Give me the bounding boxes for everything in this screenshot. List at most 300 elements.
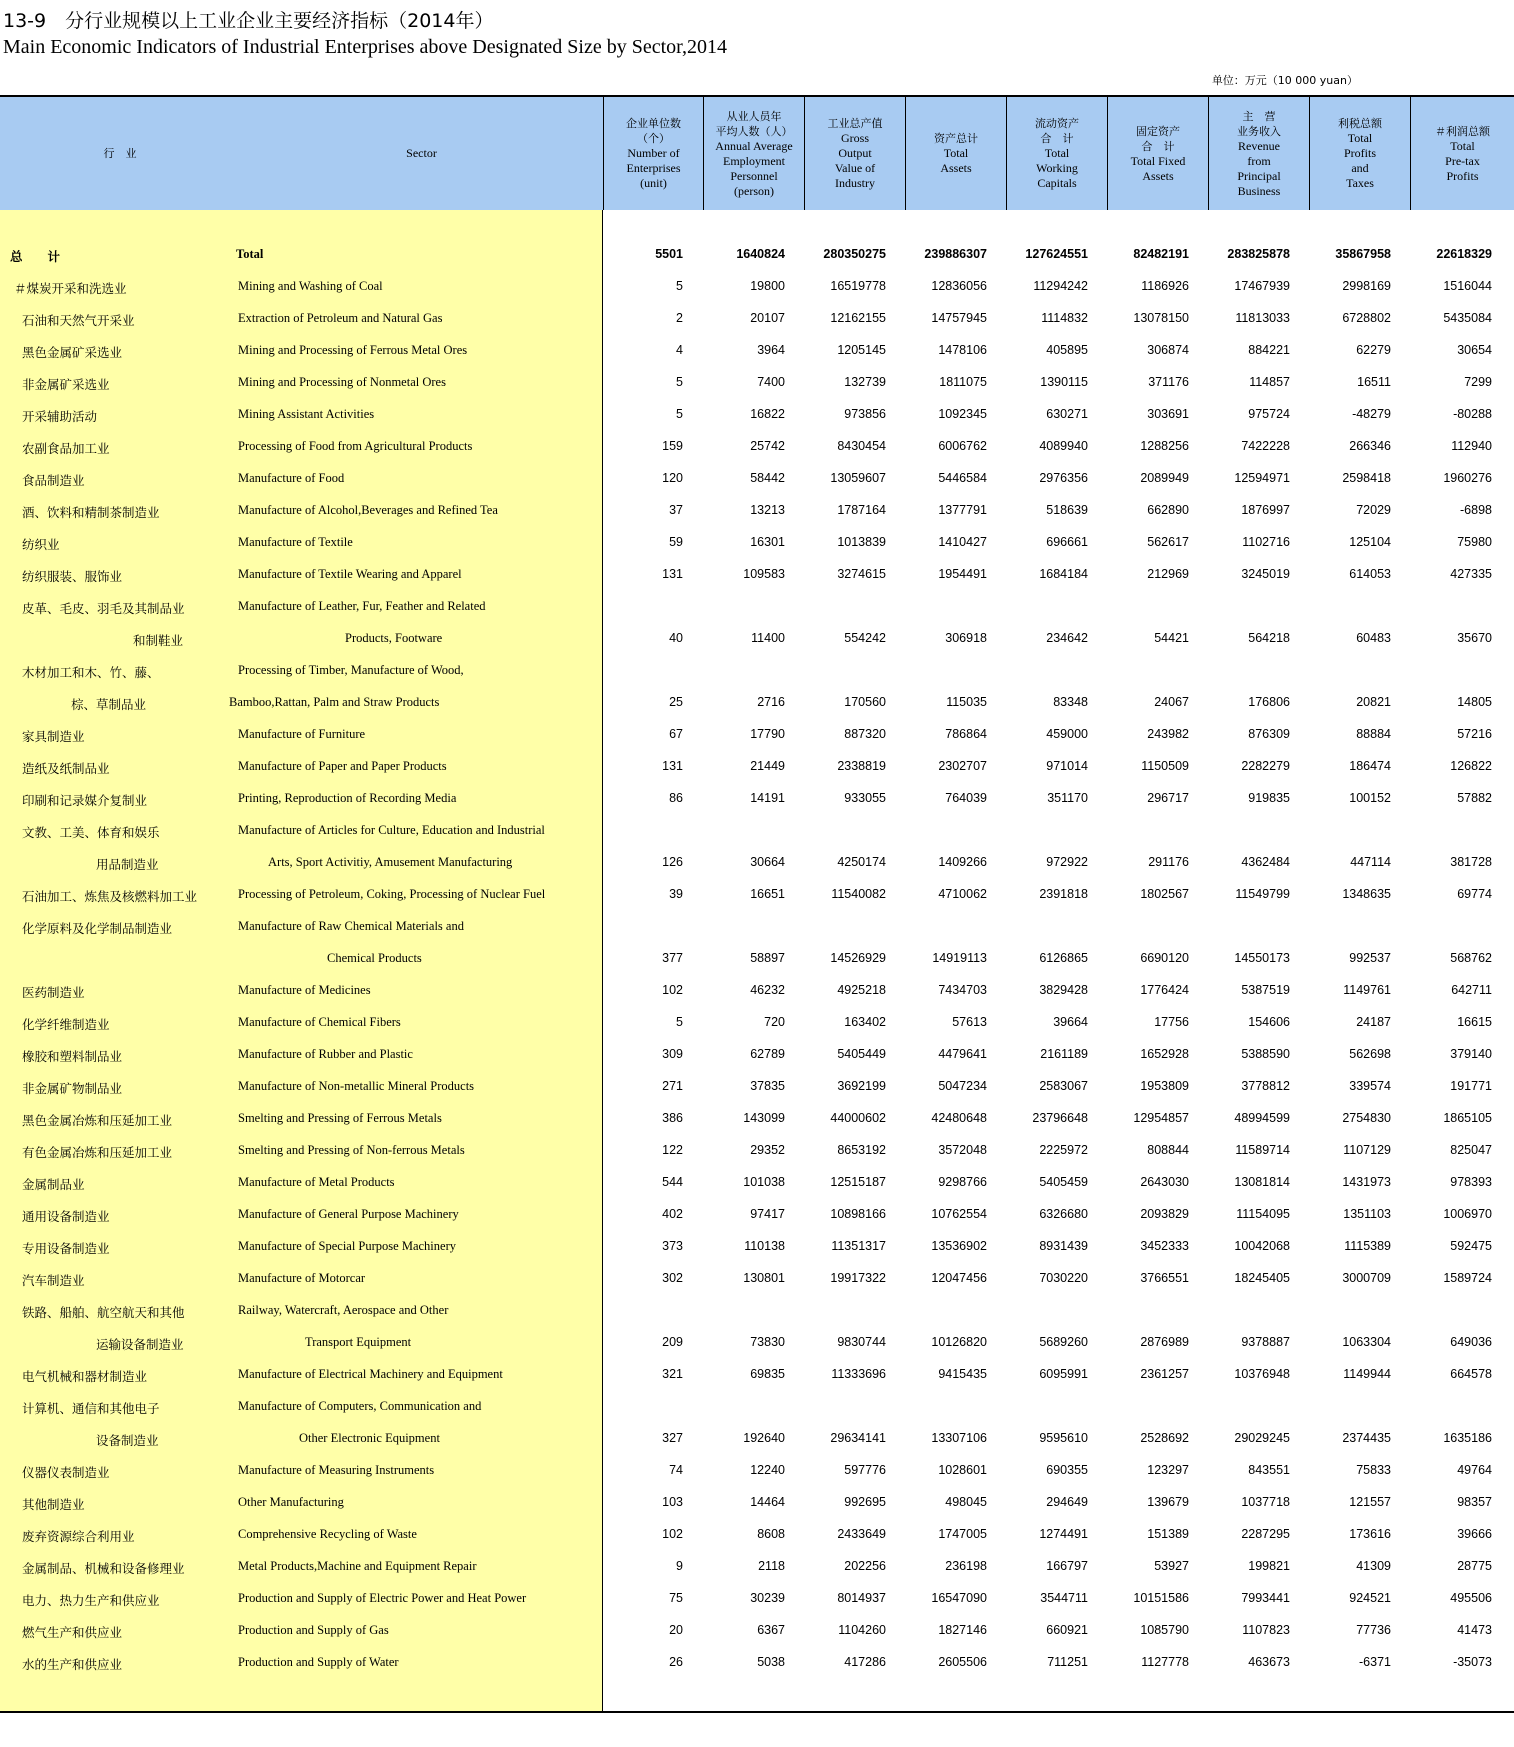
value-cell: 2598418 (1342, 471, 1391, 485)
sector-name-en: Manufacture of Articles for Culture, Education and Industrial (238, 823, 545, 837)
value-cell: 16615 (1457, 1015, 1492, 1029)
value-cell: 6728802 (1342, 311, 1391, 325)
value-cell: 21449 (750, 759, 785, 773)
value-cell: 126822 (1450, 759, 1492, 773)
value-cell: 992695 (844, 1495, 886, 1509)
value-cell: 22618329 (1436, 247, 1492, 261)
value-cell: 544 (662, 1175, 683, 1189)
value-cell: 309 (662, 1047, 683, 1061)
sector-name-cn: 化学原料及化学制品制造业 (22, 921, 173, 936)
value-cell: 25742 (750, 439, 785, 453)
column-header: 固定资产 合 计 Total Fixed Assets (1107, 97, 1208, 210)
value-cell: 19917322 (830, 1271, 886, 1285)
value-cell: 7030220 (1039, 1271, 1088, 1285)
table-row (0, 1327, 1514, 1359)
value-cell: 302 (662, 1271, 683, 1285)
value-cell: 339574 (1349, 1079, 1391, 1093)
value-cell: 1960276 (1443, 471, 1492, 485)
sector-name-en: Manufacture of Rubber and Plastic (238, 1047, 413, 1061)
value-cell: 54421 (1154, 631, 1189, 645)
value-cell: 296717 (1147, 791, 1189, 805)
value-cell: 3964 (757, 343, 785, 357)
value-cell: 884221 (1248, 343, 1290, 357)
value-cell: 9415435 (938, 1367, 987, 1381)
sector-name-cn: 橡胶和塑料制品业 (22, 1049, 123, 1064)
value-cell: 17790 (750, 727, 785, 741)
value-cell: 554242 (844, 631, 886, 645)
data-table (0, 95, 1514, 1713)
sector-name-en: Manufacture of General Purpose Machinery (238, 1207, 459, 1221)
table-row (0, 975, 1514, 1007)
value-cell: 5047234 (938, 1079, 987, 1093)
value-cell: 11540082 (831, 887, 886, 901)
sector-name-en: Manufacture of Textile (238, 535, 353, 549)
value-cell: 16301 (750, 535, 785, 549)
value-cell: 243982 (1147, 727, 1189, 741)
value-cell: 764039 (945, 791, 987, 805)
table-row (0, 1199, 1514, 1231)
value-cell: 1635186 (1443, 1431, 1492, 1445)
sector-name-en: Extraction of Petroleum and Natural Gas (238, 311, 443, 325)
value-cell: 202256 (844, 1559, 886, 1573)
value-cell: 8430454 (837, 439, 886, 453)
value-cell: 11589714 (1235, 1143, 1290, 1157)
sector-name-en: Arts, Sport Activitiy, Amusement Manufacturing (268, 855, 513, 869)
value-cell: 13213 (750, 503, 785, 517)
value-cell: 5038 (757, 1655, 785, 1669)
value-cell: 2 (676, 311, 683, 325)
value-cell: 3544711 (1040, 1591, 1088, 1605)
value-cell: 166797 (1046, 1559, 1088, 1573)
table-row (0, 1231, 1514, 1263)
value-cell: 20821 (1356, 695, 1391, 709)
value-cell: 120 (662, 471, 683, 485)
sector-name-en: Manufacture of Measuring Instruments (238, 1463, 435, 1477)
table-row (0, 335, 1514, 367)
value-cell: 57216 (1457, 727, 1492, 741)
value-cell: 173616 (1349, 1527, 1391, 1541)
sector-name-en: Manufacture of Furniture (238, 727, 366, 741)
sector-name-cn: 水的生产和供应业 (22, 1657, 123, 1672)
value-cell: 1085790 (1140, 1623, 1189, 1637)
value-cell: 123297 (1147, 1463, 1189, 1477)
value-cell: 62789 (750, 1047, 785, 1061)
value-cell: 321 (662, 1367, 683, 1381)
value-cell: 5388590 (1241, 1047, 1290, 1061)
table-row (0, 719, 1514, 751)
value-cell: 1186926 (1141, 279, 1189, 293)
table-row (0, 1519, 1514, 1551)
sector-name-cn: 黑色金属矿采选业 (22, 345, 123, 360)
sector-name-cn: 设备制造业 (96, 1433, 159, 1448)
sector-name-cn: 皮革、毛皮、羽毛及其制品业 (22, 601, 185, 616)
table-row (0, 463, 1514, 495)
value-cell: 1149944 (1343, 1367, 1391, 1381)
value-cell: 41309 (1356, 1559, 1391, 1573)
value-cell: 2605506 (938, 1655, 987, 1669)
value-cell: 4710062 (938, 887, 987, 901)
sector-name-en: Smelting and Pressing of Non-ferrous Metals (238, 1143, 465, 1157)
table-row (0, 303, 1514, 335)
value-cell: 4 (676, 343, 683, 357)
sector-name-cn: 金属制品业 (22, 1177, 85, 1192)
value-cell: 98357 (1457, 1495, 1492, 1509)
value-cell: 2225972 (1039, 1143, 1088, 1157)
value-cell: 327 (662, 1431, 683, 1445)
value-cell: 53927 (1154, 1559, 1189, 1573)
value-cell: 12836056 (931, 279, 987, 293)
value-cell: 7993441 (1241, 1591, 1290, 1605)
value-cell: 2361257 (1140, 1367, 1189, 1381)
value-cell: 4250174 (837, 855, 886, 869)
sector-name-cn: 印刷和记录媒介复制业 (22, 793, 148, 808)
value-cell: 3829428 (1039, 983, 1088, 997)
value-cell: 40 (669, 631, 683, 645)
table-row (0, 623, 1514, 655)
table-row (0, 1455, 1514, 1487)
value-cell: 14191 (750, 791, 785, 805)
value-cell: 377 (662, 951, 683, 965)
value-cell: 170560 (844, 695, 886, 709)
sector-name-en: Chemical Products (327, 951, 422, 965)
sector-name-cn: 计算机、通信和其他电子 (22, 1401, 160, 1416)
table-row (0, 399, 1514, 431)
sector-name-en: Production and Supply of Gas (238, 1623, 389, 1637)
sector-name-cn: 总 计 (10, 249, 61, 264)
value-cell: 1776424 (1140, 983, 1189, 997)
value-cell: 103 (662, 1495, 683, 1509)
value-cell: 11400 (751, 631, 785, 645)
value-cell: 1037718 (1241, 1495, 1290, 1509)
value-cell: 88884 (1356, 727, 1391, 741)
sector-name-cn: 金属制品、机械和设备修理业 (22, 1561, 185, 1576)
column-header: ＃利润总额 Total Pre-tax Profits (1410, 97, 1514, 210)
value-cell: 10042068 (1234, 1239, 1290, 1253)
value-cell: 1390115 (1040, 375, 1088, 389)
value-cell: 614053 (1349, 567, 1391, 581)
value-cell: 5501 (655, 247, 683, 261)
value-cell: 9595610 (1039, 1431, 1088, 1445)
value-cell: 97417 (750, 1207, 785, 1221)
value-cell: 876309 (1248, 727, 1290, 741)
value-cell: 13078150 (1133, 311, 1189, 325)
value-cell: 8931439 (1039, 1239, 1088, 1253)
value-cell: 10376948 (1234, 1367, 1290, 1381)
value-cell: 1811075 (939, 375, 987, 389)
value-cell: 4479641 (938, 1047, 987, 1061)
value-cell: 3000709 (1342, 1271, 1391, 1285)
value-cell: 83348 (1053, 695, 1088, 709)
value-cell: 2287295 (1241, 1527, 1290, 1541)
value-cell: 1028601 (938, 1463, 987, 1477)
sector-name-cn: 酒、饮料和精制茶制造业 (22, 505, 160, 520)
value-cell: 306874 (1147, 343, 1189, 357)
table-row (0, 911, 1514, 943)
value-cell: 7434703 (938, 983, 987, 997)
sector-name-en: Transport Equipment (305, 1335, 412, 1349)
value-cell: 2433649 (837, 1527, 886, 1541)
sector-name-en: Manufacture of Special Purpose Machinery (238, 1239, 456, 1253)
value-cell: 825047 (1450, 1143, 1492, 1157)
table-row (0, 847, 1514, 879)
value-cell: 20 (669, 1623, 683, 1637)
value-cell: 564218 (1248, 631, 1290, 645)
value-cell: 5405459 (1039, 1175, 1088, 1189)
value-cell: 4089940 (1039, 439, 1088, 453)
column-header: 工业总产值 Gross Output Value of Industry (804, 97, 905, 210)
value-cell: 37 (669, 503, 683, 517)
unit-note: 单位：万元（10 000 yuan） (1211, 74, 1358, 87)
value-cell: 30654 (1457, 343, 1492, 357)
value-cell: 14550173 (1234, 951, 1290, 965)
value-cell: 6126865 (1039, 951, 1088, 965)
value-cell: 10762554 (931, 1207, 987, 1221)
sector-name-en: Processing of Petroleum, Coking, Processing of Nuclear Fuel (238, 887, 546, 901)
value-cell: 518639 (1046, 503, 1088, 517)
value-cell: 2118 (758, 1559, 785, 1573)
value-cell: 1377791 (938, 503, 987, 517)
value-cell: 74 (669, 1463, 683, 1477)
value-cell: 2302707 (938, 759, 987, 773)
table-row (0, 1487, 1514, 1519)
value-cell: 498045 (945, 1495, 987, 1509)
value-cell: 1102716 (1242, 535, 1290, 549)
value-cell: 16511 (1357, 375, 1391, 389)
sector-name-en: Mining and Processing of Ferrous Metal Ores (238, 343, 468, 357)
table-row (0, 271, 1514, 303)
value-cell: 14919113 (932, 951, 987, 965)
value-cell: 843551 (1248, 1463, 1290, 1477)
value-cell: 2643030 (1140, 1175, 1189, 1189)
value-cell: 5435084 (1443, 311, 1492, 325)
sector-name-en: Manufacture of Computers, Communication and (238, 1399, 482, 1413)
value-cell: 16547090 (931, 1591, 987, 1605)
sector-name-cn: 和制鞋业 (133, 633, 184, 648)
value-cell: 24067 (1154, 695, 1189, 709)
value-cell: 20107 (750, 311, 785, 325)
value-cell: 10126820 (931, 1335, 987, 1349)
value-cell: 973856 (844, 407, 886, 421)
sector-name-cn: 纺织服装、服饰业 (22, 569, 123, 584)
value-cell: 3692199 (837, 1079, 886, 1093)
value-cell: 933055 (844, 791, 886, 805)
sector-name-cn: 造纸及纸制品业 (22, 761, 110, 776)
value-cell: 191771 (1450, 1079, 1492, 1093)
value-cell: 4362484 (1241, 855, 1290, 869)
value-cell: 660921 (1046, 1623, 1088, 1637)
value-cell: 1876997 (1241, 503, 1290, 517)
value-cell: 62279 (1356, 343, 1391, 357)
value-cell: 568762 (1450, 951, 1492, 965)
value-cell: 402 (662, 1207, 683, 1221)
value-cell: 379140 (1450, 1047, 1492, 1061)
sector-name-en: Manufacture of Raw Chemical Materials and (238, 919, 464, 933)
value-cell: 121557 (1349, 1495, 1391, 1509)
value-cell: -35073 (1453, 1655, 1492, 1669)
value-cell: 1288256 (1140, 439, 1189, 453)
value-cell: 101038 (743, 1175, 785, 1189)
value-cell: 3778812 (1241, 1079, 1290, 1093)
value-cell: 12240 (750, 1463, 785, 1477)
value-cell: 69774 (1457, 887, 1492, 901)
value-cell: 5 (676, 375, 683, 389)
sector-name-en: Production and Supply of Electric Power and Heat Power (238, 1591, 527, 1605)
value-cell: 592475 (1450, 1239, 1492, 1253)
sector-name-cn: 纺织业 (22, 537, 60, 552)
value-cell: 711251 (1047, 1655, 1088, 1669)
value-cell: 808844 (1147, 1143, 1189, 1157)
value-cell: 102 (662, 983, 683, 997)
value-cell: 280350275 (823, 247, 886, 261)
value-cell: 67 (669, 727, 683, 741)
value-cell: 75980 (1457, 535, 1492, 549)
value-cell: 664578 (1450, 1367, 1492, 1381)
value-cell: 16519778 (830, 279, 886, 293)
value-cell: 2716 (757, 695, 785, 709)
value-cell: 13536902 (931, 1239, 987, 1253)
value-cell: 8014937 (837, 1591, 886, 1605)
value-cell: 132739 (844, 375, 886, 389)
value-cell: 1107129 (1343, 1143, 1391, 1157)
value-cell: 131 (662, 567, 683, 581)
table-row (0, 1583, 1514, 1615)
value-cell: 199821 (1248, 1559, 1290, 1573)
value-cell: 60483 (1356, 631, 1391, 645)
value-cell: 291176 (1148, 855, 1189, 869)
value-cell: 186474 (1349, 759, 1391, 773)
column-header: Sector (240, 97, 603, 210)
value-cell: 73830 (750, 1335, 785, 1349)
value-cell: 2374435 (1342, 1431, 1391, 1445)
sector-name-cn: 木材加工和木、竹、藤、 (22, 665, 160, 680)
value-cell: 39 (669, 887, 683, 901)
table-row (0, 783, 1514, 815)
value-cell: 14526929 (830, 951, 886, 965)
value-cell: 12162155 (830, 311, 886, 325)
sector-name-en: Manufacture of Alcohol,Beverages and Refined Tea (238, 503, 498, 517)
value-cell: 69835 (750, 1367, 785, 1381)
sector-name-en: Mining and Processing of Nonmetal Ores (238, 375, 446, 389)
value-cell: 13081814 (1234, 1175, 1290, 1189)
value-cell: 924521 (1349, 1591, 1391, 1605)
value-cell: 11351317 (831, 1239, 886, 1253)
sector-name-cn: 燃气生产和供应业 (22, 1625, 123, 1640)
value-cell: 2528692 (1140, 1431, 1189, 1445)
sector-name-en: Mining Assistant Activities (238, 407, 375, 421)
value-cell: 495506 (1450, 1591, 1492, 1605)
sector-name-cn: 石油和天然气开采业 (22, 313, 135, 328)
value-cell: 1652928 (1140, 1047, 1189, 1061)
value-cell: 630271 (1046, 407, 1088, 421)
table-row (0, 1007, 1514, 1039)
sector-name-en: Production and Supply of Water (238, 1655, 399, 1669)
value-cell: 3766551 (1140, 1271, 1189, 1285)
column-header: 流动资产 合 计 Total Working Capitals (1006, 97, 1107, 210)
value-cell: 125104 (1349, 535, 1391, 549)
value-cell: 992537 (1349, 951, 1391, 965)
value-cell: -6898 (1460, 503, 1492, 517)
column-header: 企业单位数 （个） Number of Enterprises (unit) (603, 97, 703, 210)
value-cell: 57882 (1457, 791, 1492, 805)
value-cell: 649036 (1450, 1335, 1492, 1349)
value-cell: 1149761 (1343, 983, 1391, 997)
sector-name-cn: 棕、草制品业 (71, 697, 147, 712)
value-cell: 8653192 (837, 1143, 886, 1157)
table-row (0, 239, 1514, 271)
value-cell: 12047456 (931, 1271, 987, 1285)
table-row (0, 527, 1514, 559)
table-row (0, 815, 1514, 847)
value-cell: 1684184 (1039, 567, 1088, 581)
value-cell: 7422228 (1241, 439, 1290, 453)
value-cell: 459000 (1046, 727, 1088, 741)
table-row (0, 1295, 1514, 1327)
value-cell: 7299 (1464, 375, 1492, 389)
sector-name-cn: 电力、热力生产和供应业 (22, 1593, 160, 1608)
table-row (0, 655, 1514, 687)
table-row (0, 1039, 1514, 1071)
value-cell: 112940 (1451, 439, 1492, 453)
value-cell: 109583 (743, 567, 785, 581)
value-cell: 5446584 (938, 471, 987, 485)
value-cell: 2338819 (837, 759, 886, 773)
value-cell: 143099 (743, 1111, 785, 1125)
value-cell: 41473 (1457, 1623, 1492, 1637)
value-cell: 2161189 (1040, 1047, 1088, 1061)
table-row (0, 943, 1514, 975)
value-cell: 1954491 (938, 567, 987, 581)
value-cell: 17467939 (1234, 279, 1290, 293)
value-cell: 2391818 (1039, 887, 1088, 901)
column-header: 资产总计 Total Assets (905, 97, 1006, 210)
value-cell: 6095991 (1039, 1367, 1088, 1381)
value-cell: 690355 (1046, 1463, 1088, 1477)
value-cell: 13307106 (931, 1431, 987, 1445)
value-cell: 417286 (844, 1655, 886, 1669)
value-cell: 176806 (1248, 695, 1290, 709)
value-cell: 1827146 (938, 1623, 987, 1637)
value-cell: 1092345 (938, 407, 987, 421)
sector-name-en: Processing of Food from Agricultural Products (238, 439, 473, 453)
value-cell: 2754830 (1342, 1111, 1391, 1125)
value-cell: 306918 (945, 631, 987, 645)
value-cell: 6367 (757, 1623, 785, 1637)
value-cell: 3245019 (1241, 567, 1290, 581)
value-cell: 100152 (1349, 791, 1391, 805)
value-cell: 1953809 (1140, 1079, 1189, 1093)
sector-name-cn: 家具制造业 (22, 729, 85, 744)
value-cell: 11813033 (1235, 311, 1290, 325)
value-cell: 1410427 (938, 535, 987, 549)
column-header: 利税总额 Total Profits and Taxes (1309, 97, 1410, 210)
value-cell: 11333696 (831, 1367, 886, 1381)
value-cell: 114857 (1249, 375, 1290, 389)
value-cell: 720 (764, 1015, 785, 1029)
value-cell: 1589724 (1443, 1271, 1492, 1285)
value-cell: 294649 (1046, 1495, 1088, 1509)
value-cell: 212969 (1147, 567, 1189, 581)
value-cell: -80288 (1453, 407, 1492, 421)
table-row (0, 495, 1514, 527)
table-row (0, 1103, 1514, 1135)
sector-name-cn: 农副食品加工业 (22, 441, 110, 456)
value-cell: 234642 (1046, 631, 1088, 645)
value-cell: 972922 (1046, 855, 1088, 869)
sector-name-cn: ＃煤炭开采和洗选业 (14, 281, 127, 296)
value-cell: 9 (676, 1559, 683, 1573)
value-cell: 14805 (1457, 695, 1492, 709)
value-cell: 209 (662, 1335, 683, 1349)
